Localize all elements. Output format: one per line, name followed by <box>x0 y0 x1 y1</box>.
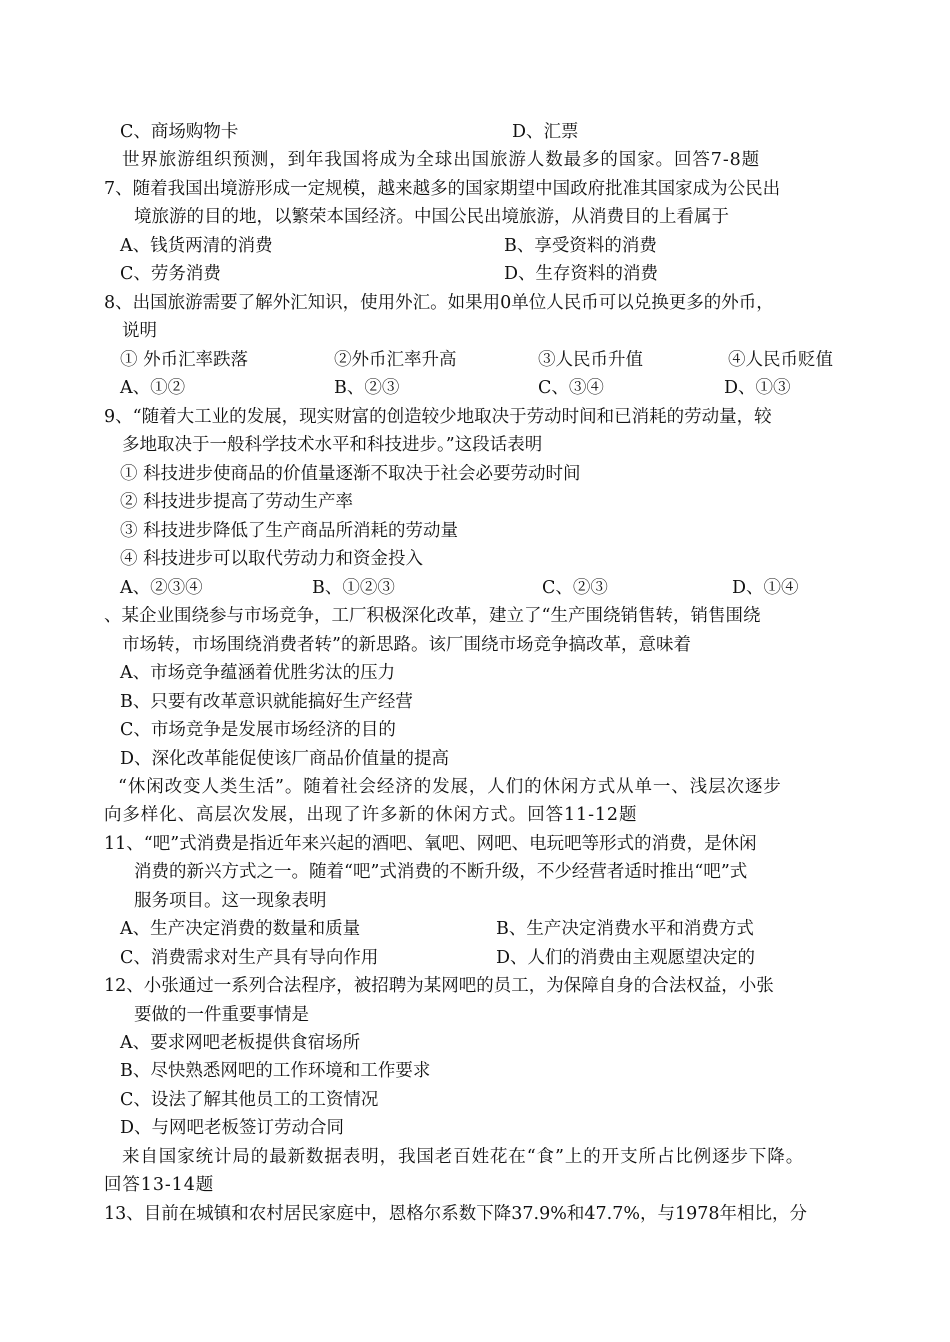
question-9-statement-1: ① 科技进步使商品的价值量逐渐不取决于社会必要劳动时间 <box>120 464 581 484</box>
question-10-stem: 、某企业围绕参与市场竞争，工厂积极深化改革，建立了“生产围绕销售转，销售围绕 <box>104 606 761 626</box>
option-d: D、汇票 <box>512 122 579 142</box>
question-11-option-b: B、生产决定消费水平和消费方式 <box>496 919 754 939</box>
question-9-option-d: D、①④ <box>732 578 799 598</box>
question-11-stem-cont-2: 服务项目。这一现象表明 <box>134 891 327 911</box>
question-8-stem-cont: 说明 <box>122 321 157 341</box>
question-10-option-d: D、深化改革能促使该厂商品价值量的提高 <box>120 749 450 769</box>
passage-intro-11-12-cont: 向多样化、高层次发展，出现了许多新的休闲方式。回答11-12题 <box>104 805 638 825</box>
question-8-option-a: A、①② <box>120 378 186 398</box>
question-9-stem-cont: 多地取决于一般科学技术水平和科技进步。”这段话表明 <box>122 435 543 455</box>
question-8-statement-3: ③人民币升值 <box>538 350 643 370</box>
passage-intro-11-12: “休闲改变人类生活”。随着社会经济的发展，人们的休闲方式从单一、浅层次逐步 <box>118 777 782 797</box>
question-10-stem-cont: 市场转，市场围绕消费者转”的新思路。该厂围绕市场竞争搞改革，意味着 <box>122 635 691 655</box>
question-7-stem: 7、随着我国出境游形成一定规模，越来越多的国家期望中国政府批准其国家成为公民出 <box>104 179 781 199</box>
question-9-statement-3: ③ 科技进步降低了生产商品所消耗的劳动量 <box>120 521 459 541</box>
option-c: C、商场购物卡 <box>120 122 239 142</box>
passage-intro-13-14-cont: 回答13-14题 <box>104 1175 215 1195</box>
question-8-stem: 8、出国旅游需要了解外汇知识，使用外汇。如果用0单位人民币可以兑换更多的外币， <box>104 293 774 313</box>
question-9-option-b: B、①②③ <box>312 578 395 598</box>
passage-intro-7-8: 世界旅游组织预测，到年我国将成为全球出国旅游人数最多的国家。回答7-8题 <box>122 150 761 170</box>
question-9-statement-2: ② 科技进步提高了劳动生产率 <box>120 492 354 512</box>
question-7-stem-cont: 境旅游的目的地，以繁荣本国经济。中国公民出境旅游，从消费目的上看属于 <box>134 207 729 227</box>
question-10-option-b: B、只要有改革意识就能搞好生产经营 <box>120 692 413 712</box>
passage-intro-13-14: 来自国家统计局的最新数据表明，我国老百姓花在“食”上的开支所占比例逐步下降。 <box>122 1147 805 1167</box>
question-12-option-d: D、与网吧老板签订劳动合同 <box>120 1118 345 1138</box>
question-11-option-d: D、人们的消费由主观愿望决定的 <box>496 948 756 968</box>
question-8-statement-1: ① 外币汇率跌落 <box>120 350 249 370</box>
question-12-stem-cont: 要做的一件重要事情是 <box>134 1005 309 1025</box>
question-7-option-a: A、钱货两清的消费 <box>120 236 273 256</box>
question-7-option-c: C、劳务消费 <box>120 264 221 284</box>
question-11-option-c: C、消费需求对生产具有导向作用 <box>120 948 379 968</box>
question-12-option-c: C、设法了解其他员工的工资情况 <box>120 1090 379 1110</box>
question-9-option-c: C、②③ <box>542 578 608 598</box>
question-8-statement-2: ②外币汇率升高 <box>334 350 457 370</box>
question-9-stem: 9、“随着大工业的发展，现实财富的创造较少地取决于劳动时间和已消耗的劳动量，较 <box>104 407 772 427</box>
question-8-option-b: B、②③ <box>334 378 400 398</box>
question-9-statement-4: ④ 科技进步可以取代劳动力和资金投入 <box>120 549 424 569</box>
question-9-option-a: A、②③④ <box>120 578 203 598</box>
question-13-stem: 13、目前在城镇和农村居民家庭中，恩格尔系数下降37.9%和47.7%，与1978年相比，分 <box>104 1204 807 1224</box>
question-11-stem: 11、“吧”式消费是指近年来兴起的酒吧、氧吧、网吧、电玩吧等形式的消费，是休闲 <box>104 834 757 854</box>
question-11-stem-cont: 消费的新兴方式之一。随着“吧”式消费的不断升级，不少经营者适时推出“吧”式 <box>134 862 748 882</box>
question-10-option-a: A、市场竞争蕴涵着优胜劣汰的压力 <box>120 663 396 683</box>
question-12-stem: 12、小张通过一系列合法程序，被招聘为某网吧的员工，为保障自身的合法权益，小张 <box>104 976 774 996</box>
question-8-statement-4: ④人民币贬值 <box>728 350 833 370</box>
question-11-option-a: A、生产决定消费的数量和质量 <box>120 919 361 939</box>
question-7-option-b: B、享受资料的消费 <box>504 236 657 256</box>
question-12-option-a: A、要求网吧老板提供食宿场所 <box>120 1033 361 1053</box>
question-8-option-d: D、①③ <box>724 378 791 398</box>
question-10-option-c: C、市场竞争是发展市场经济的目的 <box>120 720 396 740</box>
question-8-option-c: C、③④ <box>538 378 604 398</box>
question-12-option-b: B、尽快熟悉网吧的工作环境和工作要求 <box>120 1061 431 1081</box>
question-7-option-d: D、生存资料的消费 <box>504 264 659 284</box>
